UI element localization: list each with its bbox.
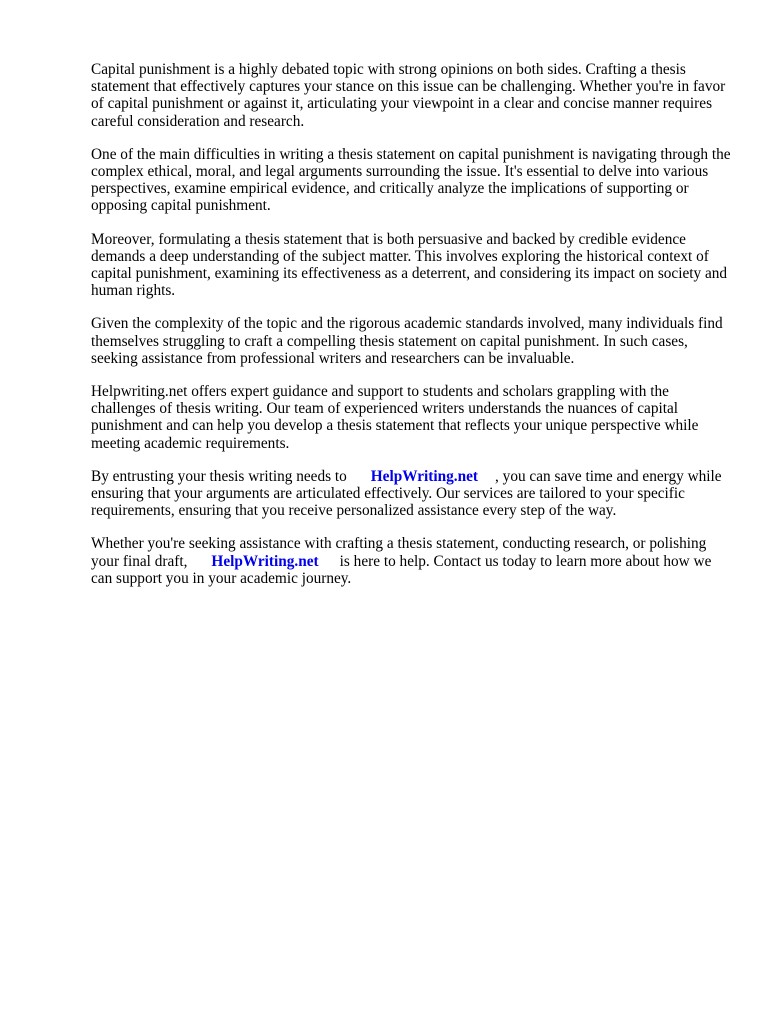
paragraph-7-text-after: is here to help. Contact us today to learn more about how we can support you in your academic journey. — [91, 552, 712, 587]
paragraph-3: Moreover, formulating a thesis statement that is both persuasive and backed by credible evidence demands a deep understanding of the subject matter. This involves exploring the historical context of capital punishment, examining its effectiveness as a deterrent, and considering its impact on society and human rights. — [91, 230, 728, 300]
paragraph-4: Given the complexity of the topic and the rigorous academic standards involved, many individuals find themselves struggling to craft a compelling thesis statement on capital punishment. In such cases, seeking assistance from professional writers and researchers can be invaluable. — [91, 315, 723, 367]
paragraph-6 — [91, 468, 731, 520]
helpwriting-link[interactable]: HelpWriting.net — [211, 552, 319, 570]
paragraph-6-text-before: By entrusting your thesis writing needs to — [91, 467, 347, 485]
document-body — [91, 61, 731, 603]
paragraph-2: One of the main difficulties in writing a thesis statement on capital punishment is navigating through the complex ethical, moral, and legal arguments surrounding the issue. It's essential to delve into various perspectives, examine empirical evidence, and critically analyze the implications of supporting or opposing capital punishment. — [91, 145, 731, 215]
paragraph-5: Helpwriting.net offers expert guidance and support to students and scholars grappling with the challenges of thesis writing. Our team of experienced writers understands the nuances of capital punishment and can help you develop a thesis statement that reflects your unique perspective while meeting academic requirements. — [91, 383, 699, 452]
paragraph-7-text-before: Whether you're seeking assistance with crafting a thesis statement, conducting research, or polishing your final draft, — [91, 535, 707, 570]
paragraph-7 — [91, 535, 731, 587]
paragraph-6-text-after: , you can save time and energy while ensuring that your arguments are articulated effectively. Our services are tailored to your specific requirements, ensuring that you receive personalized assistance every step of the way. — [91, 467, 722, 520]
helpwriting-link[interactable]: HelpWriting.net — [370, 467, 479, 485]
paragraph-1: Capital punishment is a highly debated topic with strong opinions on both sides. Crafting a thesis statement that effectively captures your stance on this issue can be challenging. Whether you're in favor of capital punishment or against it, articulating your viewpoint in a clear and concise manner requires careful consideration and research. — [91, 61, 726, 130]
